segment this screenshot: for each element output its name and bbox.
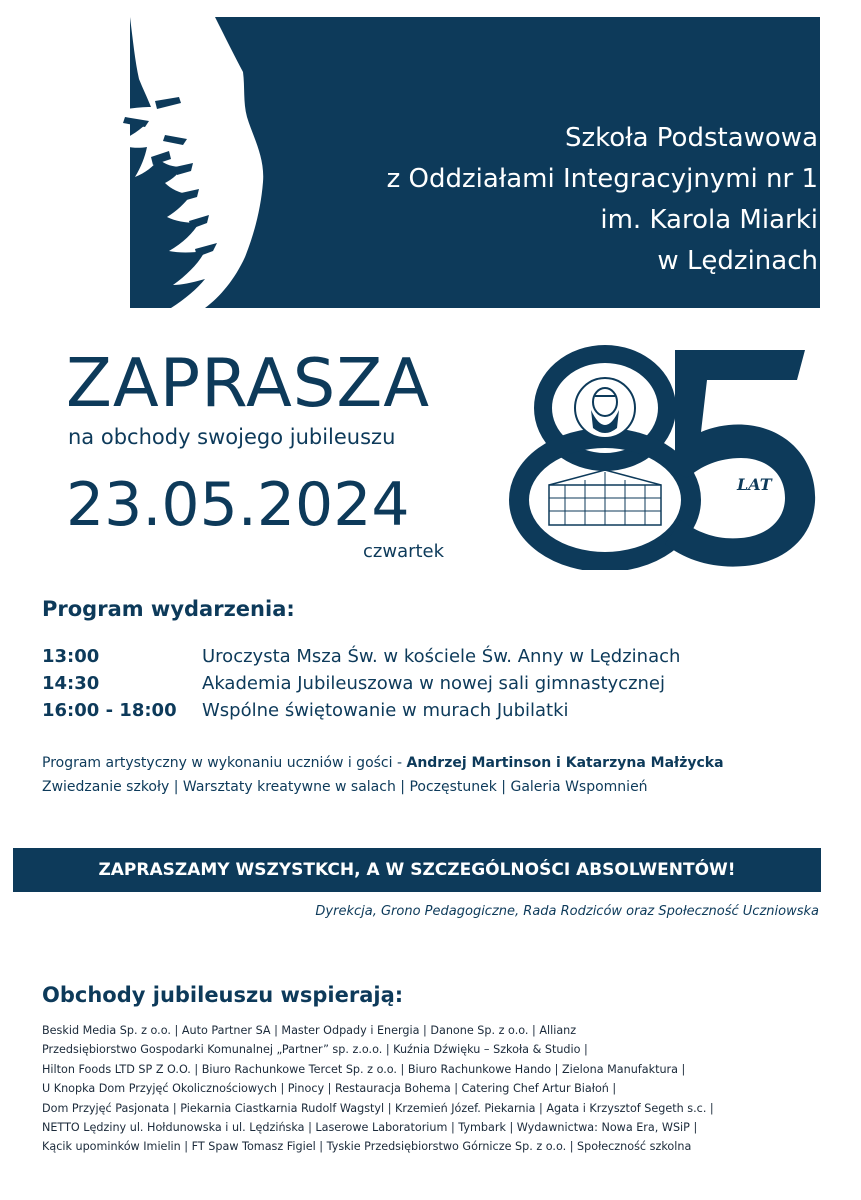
school-line-3: im. Karola Miarki [600,205,818,235]
school-building-icon [549,470,661,525]
event-day: czwartek [363,541,445,562]
sponsor-line: Kącik upominków Imielin | FT Spaw Tomasz Figiel | Tyskie Przedsiębiorstwo Górnicze Sp. z o.o. | Społeczność szkolna [42,1140,692,1154]
school-line-4: w Lędzinach [657,246,818,276]
invite-title: ZAPRASZA [66,344,431,422]
program-desc: Akademia Jubileuszowa w nowej sali gimnastycznej [202,673,666,694]
signature: Dyrekcja, Grono Pedagogiczne, Rada Rodziców oraz Społeczność Uczniowska [315,904,819,919]
invite-subtitle: na obchody swojego jubileuszu [68,425,396,449]
program-desc: Wspólne świętowanie w murach Jubilatki [202,700,569,721]
school-line-2: z Oddziałami Integracyjnymi nr 1 [386,164,818,194]
portrait-medallion-icon [575,378,635,438]
sponsor-line: Dom Przyjęć Pasjonata | Piekarnia Ciastkarnia Rudolf Wagstyl | Krzemień Józef. Piekarnia | Agata i Krzysztof Segeth s.c. | [42,1101,714,1115]
patron-portrait-icon [95,17,265,308]
sponsor-line: Hilton Foods LTD SP Z O.O. | Biuro Rachunkowe Tercet Sp. z o.o. | Biuro Rachunkowe Hando | Zielona Manufaktura | [42,1062,686,1076]
activities-line: Zwiedzanie szkoły | Warsztaty kreatywne w salach | Poczęstunek | Galeria Wspomnień [42,779,648,795]
event-date: 23.05.2024 [66,470,410,540]
sponsors-list [42,1021,714,1157]
sponsor-line: Beskid Media Sp. z o.o. | Auto Partner SA | Master Odpady i Energia | Danone Sp. z o.o. | Allianz [42,1024,577,1037]
sponsor-line: U Knopka Dom Przyjęć Okolicznościowych | Pinocy | Restauracja Bohema | Catering Chef Artur Białoń | [42,1082,617,1096]
program-time: 16:00 - 18:00 [42,700,177,721]
program-time: 13:00 [42,646,100,667]
program-desc: Uroczysta Msza Św. w kościele Św. Anny w Lędzinach [202,646,681,667]
school-name [258,118,818,282]
artistic-program [42,751,724,799]
program-time: 14:30 [42,673,100,694]
artistic-prefix: Program artystyczny w wykonaniu uczniów i gości - [42,755,407,771]
program-heading: Program wydarzenia: [42,597,295,621]
artistic-guests: Andrzej Martinson i Katarzyna Małżycka [406,755,724,771]
lat-label: LAT [737,475,772,494]
sponsor-line: NETTO Lędziny ul. Hołdunowska i ul. Lędzińska | Laserowe Laboratorium | Tymbark | Wydawnictwa: Nowa Era, WSiP | [42,1121,698,1135]
sponsors-heading: Obchody jubileuszu wspierają: [42,983,404,1007]
sponsor-line: Przedsiębiorstwo Gospodarki Komunalnej „Partner” sp. z.o.o. | Kuźnia Dźwięku – Szkoła & Studio | [42,1043,588,1057]
invitation-banner: ZAPRASZAMY WSZYSTKCH, A W SZCZEGÓLNOŚCI ABSOLWENTÓW! [13,848,821,892]
anniversary-85-logo [505,340,820,570]
school-line-1: Szkoła Podstawowa [565,123,818,153]
